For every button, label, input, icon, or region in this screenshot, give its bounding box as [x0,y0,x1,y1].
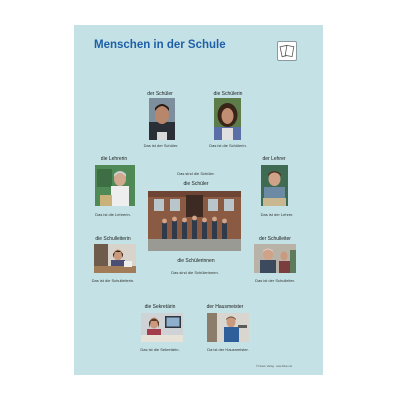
label-hausmeister: der Hausmeister [206,304,244,310]
caption-schueler: Das ist der Schüler. [143,143,179,148]
caption-lehrer: Das ist der Lehrer. [260,212,294,217]
caption-schuelerinnen: Das sind die Schülerinnen. [171,270,219,275]
caption-sekretaerin: Das ist die Sekretärin. [140,347,180,352]
photo-schulleiterin [94,244,136,273]
poster-title: Menschen in der Schule [94,39,226,51]
label-schulleiter: der Schulleiter [259,236,291,242]
photo-schuelerin [214,98,241,140]
caption-hausmeister: Da ist der Hausmeister. [207,347,249,352]
photo-schueler-plural [148,191,241,251]
photo-schueler [149,98,175,140]
label-schulleiterin: die Schulleiterin [95,236,131,242]
caption-schueler-plural: Das sind die Schüler. [177,171,215,176]
label-sekretaerin: die Sekretärin [144,304,176,310]
label-lehrerin: die Lehrerin [100,156,128,162]
poster [74,25,323,375]
label-schuelerinnen: die Schülerinnen [177,258,215,264]
caption-schulleiter: Das ist der Schulleiter. [255,278,295,283]
caption-schulleiterin: Das ist die Schulleiterin. [91,278,135,283]
label-lehrer: der Lehrer [262,156,286,162]
publisher-footer: © Finken Verlag · www.finken.de [256,365,293,368]
photo-schulleiter [254,244,296,273]
photo-hausmeister [207,313,249,342]
label-schuelerin: die Schülerin [213,91,243,97]
dictionary-icon [277,41,297,61]
caption-lehrerin: Das ist die Lehrerin. [95,212,131,217]
photo-lehrer [261,165,288,206]
label-schueler-plural: die Schüler [183,181,209,187]
label-schueler: der Schüler [147,91,173,97]
photo-lehrerin [95,165,135,206]
caption-schuelerin: Das ist die Schülerin. [209,143,247,148]
photo-sekretaerin [141,313,183,342]
